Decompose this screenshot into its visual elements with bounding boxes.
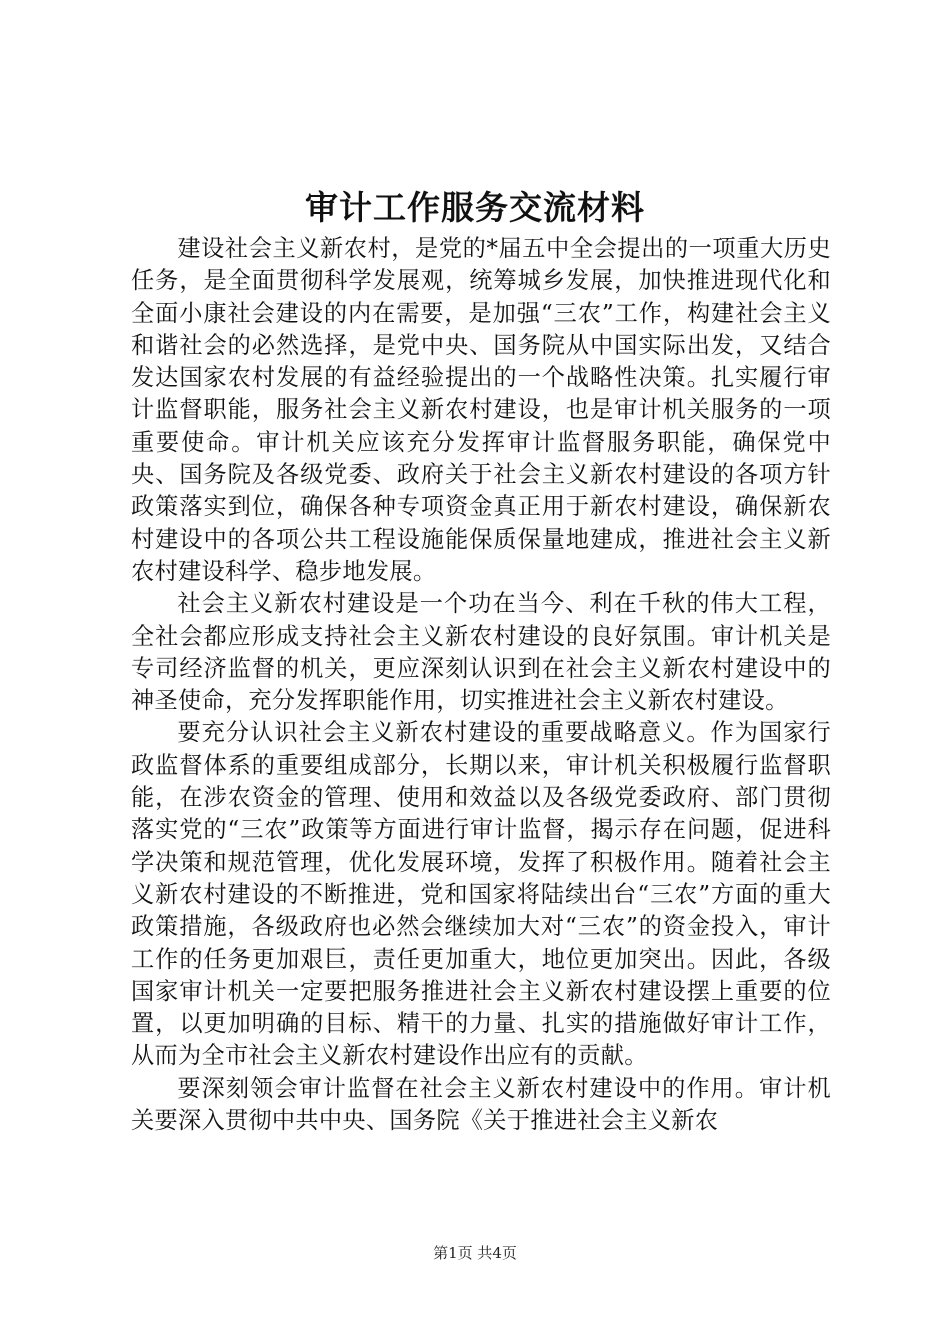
paragraph: 要深刻领会审计监督在社会主义新农村建设中的作用。审计机关要深入贯彻中共中央、国务院《关于推进社会主义新农 [131, 1074, 831, 1135]
page-number-footer: 第1页 共4页 [433, 1244, 517, 1262]
paragraph: 要充分认识社会主义新农村建设的重要战略意义。作为国家行政监督体系的重要组成部分，长期以来，审计机关积极履行监督职能，在涉农资金的管理、使用和效益以及各级党委政府、部门贯彻落实党的“三农”政策等方面进行审计监督，揭示存在问题，促进科学决策和规范管理，优化发展环境，发挥了积极作用。随着社会主义新农村建设的不断推进，党和国家将陆续出台“三农”方面的重大政策措施，各级政府也必然会继续加大对“三农”的资金投入，审计工作的任务更加艰巨，责任更加重大，地位更加突出。因此，各级国家审计机关一定要把服务推进社会主义新农村建设摆上重要的位置，以更加明确的目标、精干的力量、扎实的措施做好审计工作，从而为全市社会主义新农村建设作出应有的贡献。 [131, 719, 831, 1070]
document-body [131, 233, 831, 1137]
paragraph: 建设社会主义新农村，是党的*届五中全会提出的一项重大历史任务，是全面贯彻科学发展观，统筹城乡发展，加快推进现代化和全面小康社会建设的内在需要，是加强“三农”工作，构建社会主义和谐社会的必然选择，是党中央、国务院从中国实际出发，又结合发达国家农村发展的有益经验提出的一个战略性决策。扎实履行审计监督职能，服务社会主义新农村建设，也是审计机关服务的一项重要使命。审计机关应该充分发挥审计监督服务职能，确保党中央、国务院及各级党委、政府关于社会主义新农村建设的各项方针政策落实到位，确保各种专项资金真正用于新农村建设，确保新农村建设中的各项公共工程设施能保质保量地建成，推进社会主义新农村建设科学、稳步地发展。 [131, 235, 831, 585]
document-title: 审计工作服务交流材料 [305, 188, 645, 227]
paragraph: 社会主义新农村建设是一个功在当今、利在千秋的伟大工程，全社会都应形成支持社会主义新农村建设的良好氛围。审计机关是专司经济监督的机关，更应深刻认识到在社会主义新农村建设中的神圣使命，充分发挥职能作用，切实推进社会主义新农村建设。 [131, 590, 831, 715]
